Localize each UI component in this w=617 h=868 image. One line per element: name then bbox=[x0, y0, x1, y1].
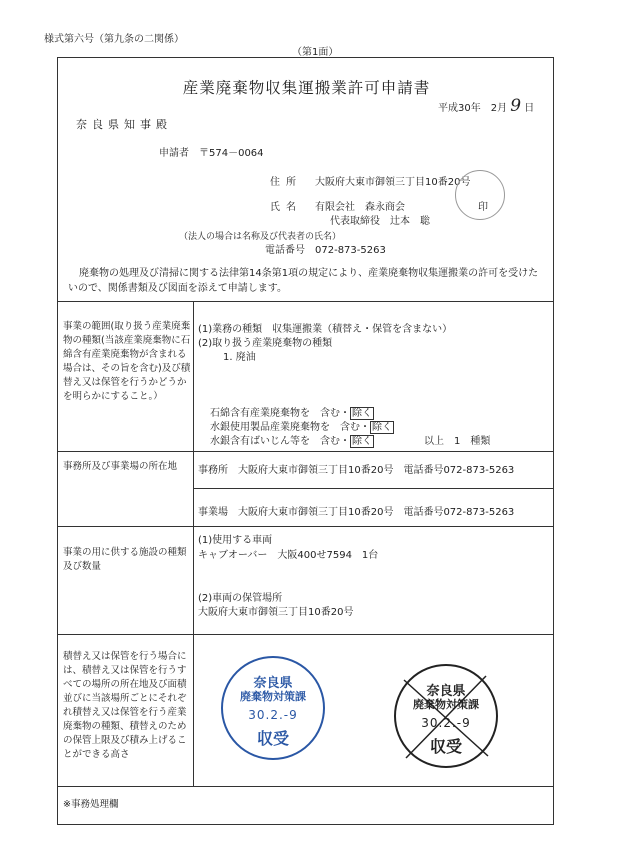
name-note: （法人の場合は名称及び代表者の氏名） bbox=[179, 232, 342, 242]
vehicle-info: キャブオーバー 大阪400せ7594 1台 bbox=[198, 550, 379, 561]
business-type: (1)業務の種類 収集運搬業（積替え・保管を含まない） bbox=[198, 324, 453, 335]
facilities-label: 事業の用に供する施設の種類及び数量 bbox=[63, 547, 187, 572]
company-seal-icon bbox=[455, 170, 505, 220]
mercury-dust-label: 水銀含有ばいじん等を 含む・ bbox=[210, 436, 350, 447]
divider bbox=[58, 451, 553, 452]
divider bbox=[193, 488, 553, 489]
document-title: 産業廃棄物収集運搬業許可申請書 bbox=[182, 79, 431, 97]
office-label: 事務所及び事業場の所在地 bbox=[63, 461, 178, 472]
waste-item: 1. 廃油 bbox=[223, 352, 256, 363]
office-address: 事務所 大阪府大東市御領三丁目10番20号 電話番号072-873-5263 bbox=[198, 465, 515, 476]
applicant-phone: 電話番号 072-873-5263 bbox=[265, 245, 386, 256]
divider bbox=[58, 634, 553, 635]
date-suffix: 日 bbox=[524, 103, 535, 114]
stamp-line2: 廃棄物対策課 bbox=[413, 698, 479, 711]
page-label: （第1面） bbox=[292, 47, 339, 58]
asbestos-row bbox=[210, 404, 374, 419]
seal-mark: 印 bbox=[478, 202, 488, 213]
waste-type-count: 以上 1 種類 bbox=[424, 436, 491, 447]
storage-place: 大阪府大東市御領三丁目10番20号 bbox=[198, 607, 354, 618]
asbestos-choice: 除く bbox=[352, 408, 372, 419]
asbestos-label: 石綿含有産業廃棄物を 含む・ bbox=[210, 408, 350, 419]
reception-stamp-crossed bbox=[394, 664, 498, 768]
mercury-product-label: 水銀使用製品産業廃棄物を 含む・ bbox=[210, 422, 370, 433]
intro-text: 廃棄物の処理及び清掃に関する法律第14条第1項の規定により、産業廃棄物収集運搬業の許可を受けたいので、関係書類及び図面を添えて申請します。 bbox=[68, 268, 539, 294]
column-divider bbox=[193, 301, 194, 786]
reception-stamp bbox=[221, 656, 325, 760]
applicant-address: 大阪府大東市御領三丁目10番20号 bbox=[315, 177, 471, 188]
office-use-label: ※事務処理欄 bbox=[63, 799, 119, 810]
vehicle-header: (1)使用する車両 bbox=[198, 535, 273, 546]
divider bbox=[58, 526, 553, 527]
transfer-label: 積替え又は保管を行う場合には、積替え又は保管を行うすべての場所の所在地及び面積並びに当該場所ごとにそれぞれ積替え又は保管を行う産業廃棄物の種類、積替えのための保管上限及び積み上げることができる高さ bbox=[63, 651, 187, 760]
representative-name: 代表取締役 辻本 聡 bbox=[330, 216, 430, 227]
stamp-line1: 奈良県 bbox=[253, 676, 293, 691]
address-label: 住所 bbox=[270, 177, 302, 188]
date-day: 9 bbox=[510, 96, 522, 116]
site-address: 事業場 大阪府大東市御領三丁目10番20号 電話番号072-873-5263 bbox=[198, 507, 515, 518]
stamp-line2: 廃棄物対策課 bbox=[240, 690, 306, 703]
date-prefix: 平成30年 2月 bbox=[438, 103, 508, 114]
stamp-date: 30.2.-9 bbox=[421, 716, 471, 730]
stamp-mark: 収受 bbox=[256, 729, 289, 748]
stamp-date: 30.2.-9 bbox=[248, 708, 298, 722]
company-name: 有限会社 森永商会 bbox=[315, 202, 405, 213]
mercury-dust-row bbox=[210, 432, 374, 447]
divider bbox=[58, 301, 553, 302]
storage-header: (2)車両の保管場所 bbox=[198, 593, 283, 604]
waste-types-header: (2)取り扱う産業廃棄物の種類 bbox=[198, 338, 333, 349]
scope-label: 事業の範囲(取り扱う産業廃棄物の種類(当該産業廃棄物に石綿含有産業廃棄物が含まれる場合は、その旨を含む)及び積替え又は保管を行うかどうかを明らかにすること。） bbox=[63, 321, 191, 402]
addressee: 奈良県知事殿 bbox=[76, 118, 172, 131]
stamp-mark: 収受 bbox=[429, 737, 462, 756]
form-number: 様式第六号（第九条の二関係） bbox=[44, 34, 184, 45]
application-date bbox=[438, 96, 534, 116]
name-label: 氏名 bbox=[270, 202, 302, 213]
mercury-dust-choice: 除く bbox=[352, 436, 372, 447]
stamp-line1: 奈良県 bbox=[426, 684, 466, 699]
divider bbox=[58, 786, 553, 787]
mercury-product-choice: 除く bbox=[372, 422, 392, 433]
applicant-postal: 申請者 〒574－0064 bbox=[159, 148, 264, 159]
mercury-product-row bbox=[210, 418, 394, 433]
